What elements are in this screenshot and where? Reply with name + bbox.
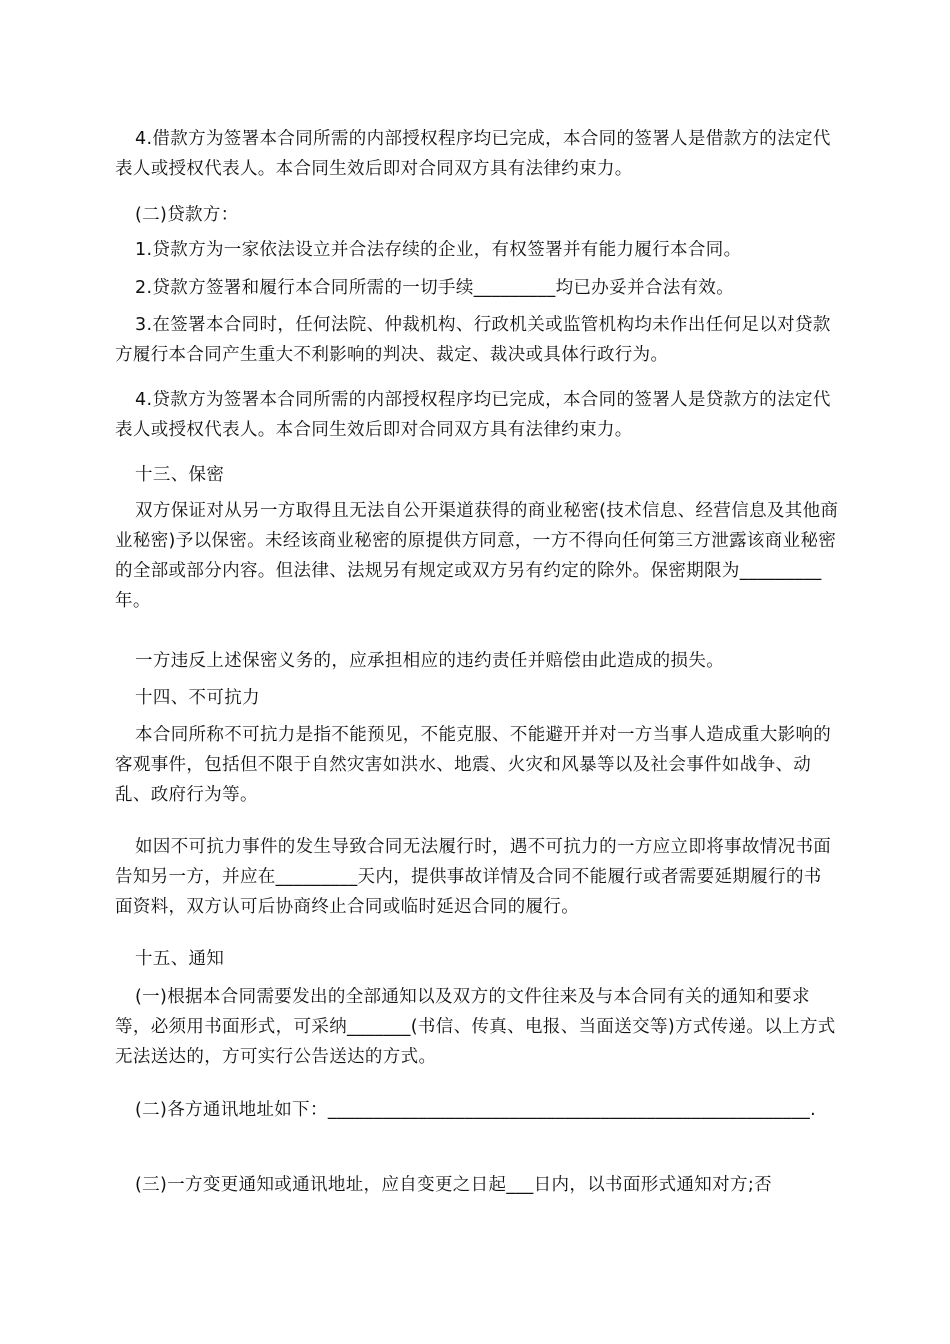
- section-heading-notice: 十五、通知: [135, 949, 225, 969]
- paragraph-borrower-authorization: 4.借款方为签署本合同所需的内部授权程序均已完成，本合同的签署人是借款方的法定代表人或授权代表人。本合同生效后即对合同双方具有法律约束力。: [115, 129, 831, 179]
- paragraph-lender-3: 3.在签署本合同时，任何法院、仲裁机构、行政机关或监管机构均未作出任何足以对贷款方履行本合同产生重大不利影响的判决、裁定、裁决或具体行政行为。: [115, 315, 831, 365]
- paragraph-breach-liability: 一方违反上述保密义务的，应承担相应的违约责任并赔偿由此造成的损失。: [135, 651, 725, 671]
- paragraph-confidentiality: 双方保证对从另一方取得且无法自公开渠道获得的商业秘密(技术信息、经营信息及其他商业秘密)予以保密。未经该商业秘密的原提供方同意，一方不得向任何第三方泄露该商业秘密的全部或部分内容。但法律、法规另有规定或双方另有约定的除外。保密期限为_________年。: [115, 501, 839, 611]
- paragraph-force-majeure-definition: 本合同所称不可抗力是指不能预见，不能克服、不能避开并对一方当事人造成重大影响的客观事件，包括但不限于自然灾害如洪水、地震、火灾和风暴等以及社会事件如战争、动乱、政府行为等。: [115, 725, 832, 805]
- paragraph-lender-4: 4.贷款方为签署本合同所需的内部授权程序均已完成，本合同的签署人是贷款方的法定代表人或授权代表人。本合同生效后即对合同双方具有法律约束力。: [115, 390, 831, 440]
- section-heading-force-majeure: 十四、不可抗力: [135, 688, 260, 708]
- paragraph-force-majeure-notice: 如因不可抗力事件的发生导致合同无法履行时，遇不可抗力的一方应立即将事故情况书面告知另一方，并应在_________天内，提供事故详情及合同不能履行或者需要延期履行的书面资料，双方认可后协商终止合同或临时延迟合同的履行。: [115, 837, 832, 917]
- heading-lender: (二)贷款方：: [135, 205, 239, 225]
- paragraph-notice-3: (三)一方变更通知或通讯地址，应自变更之日起___日内，以书面形式通知对方;否: [135, 1175, 772, 1195]
- paragraph-notice-2-address: (二)各方通讯地址如下：_____________________________________________________.: [135, 1100, 817, 1120]
- section-heading-confidentiality: 十三、保密: [135, 465, 225, 485]
- paragraph-notice-1: (一)根据本合同需要发出的全部通知以及双方的文件往来及与本合同有关的通知和要求等，必须用书面形式，可采纳_______(书信、传真、电报、当面送交等)方式传递。以上方式无法送达的，方可实行公告送达的方式。: [115, 987, 836, 1067]
- paragraph-lender-1: 1.贷款方为一家依法设立并合法存续的企业，有权签署并有能力履行本合同。: [135, 240, 742, 260]
- paragraph-lender-2: 2.贷款方签署和履行本合同所需的一切手续_________均已办妥并合法有效。: [135, 278, 735, 298]
